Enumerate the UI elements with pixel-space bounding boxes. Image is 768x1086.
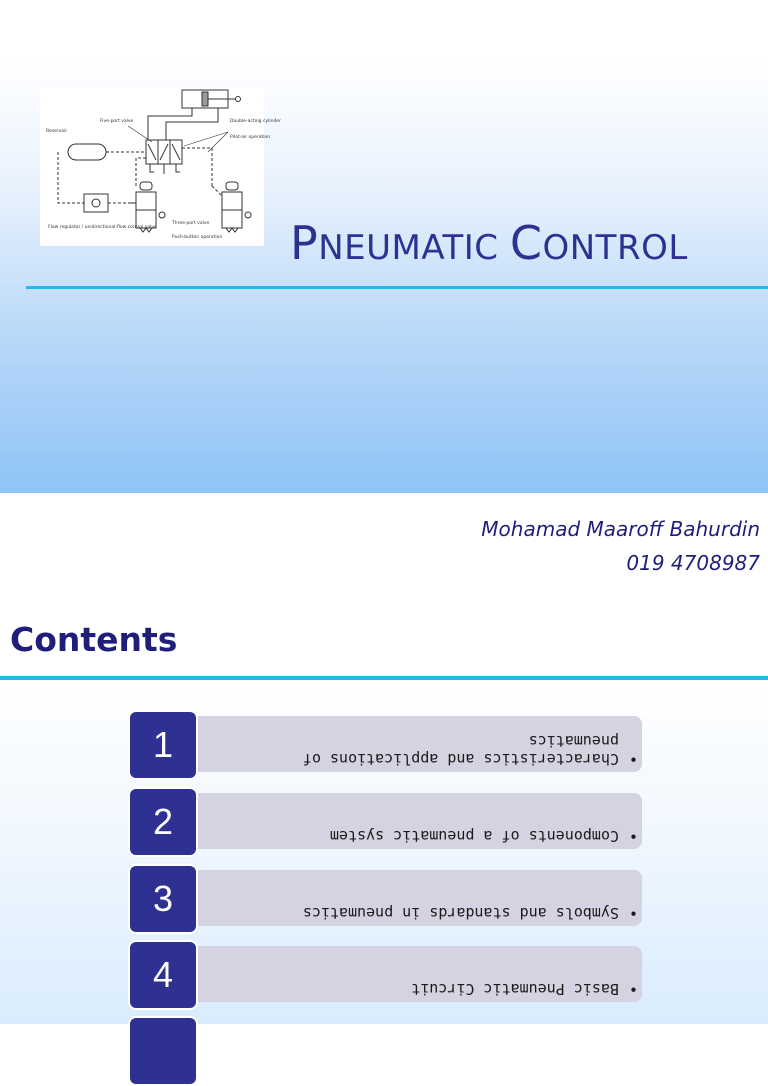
item-label: Characteristics and applications of pneumatics [302,732,619,768]
contents-item-partial [128,1016,648,1084]
item-text [210,946,638,1002]
contents-divider [0,676,768,680]
bullet-icon: • [628,904,638,922]
label-five-port: Five-port valve [100,119,134,124]
contents-item [128,787,648,855]
bullet-icon: • [628,980,638,998]
item-label: Symbols and standards in pneumatics [302,904,619,922]
item-number: 2 [128,787,198,857]
author-name: Mohamad Maaroff Bahurdin [481,517,760,541]
contents-item [128,864,648,932]
item-text [210,870,638,926]
label-push-button: Push-button operation [172,235,223,240]
slide-title [290,216,768,288]
title-divider [26,286,768,289]
item-number: 1 [128,710,198,780]
bullet-icon: • [628,750,638,768]
label-reservoir: Reservoir [46,129,68,134]
bullet-icon: • [628,827,638,845]
author-block [300,512,760,580]
contents-slide [0,600,768,1024]
item-text [210,793,638,849]
pneumatic-circuit-diagram [40,88,281,246]
contents-item [128,710,648,778]
label-three-port: Three-port valve [172,221,210,226]
author-phone: 019 4708987 [626,551,760,575]
title-initial-p: P [290,216,319,270]
label-double-acting: Double-acting cylinder [230,119,281,124]
item-number-partial [128,1016,198,1086]
label-pilot-air: Pilot-air operation [230,135,271,140]
contents-title: Contents [10,620,178,659]
contents-item [128,940,648,1008]
label-flow-regulator: Flow regulator / unidirectional-flow control valve [48,225,157,230]
title-rest-neumatic: NEUMATIC [318,228,499,268]
item-text [210,716,638,772]
title-rest-ontrol: ONTROL [542,228,688,268]
item-number: 4 [128,940,198,1010]
title-slide [0,0,768,493]
item-label: Components of a pneumatic system [329,827,619,845]
item-number: 3 [128,864,198,934]
item-label: Basic Pneumatic Circuit [411,980,619,998]
title-initial-c: C [509,216,543,270]
